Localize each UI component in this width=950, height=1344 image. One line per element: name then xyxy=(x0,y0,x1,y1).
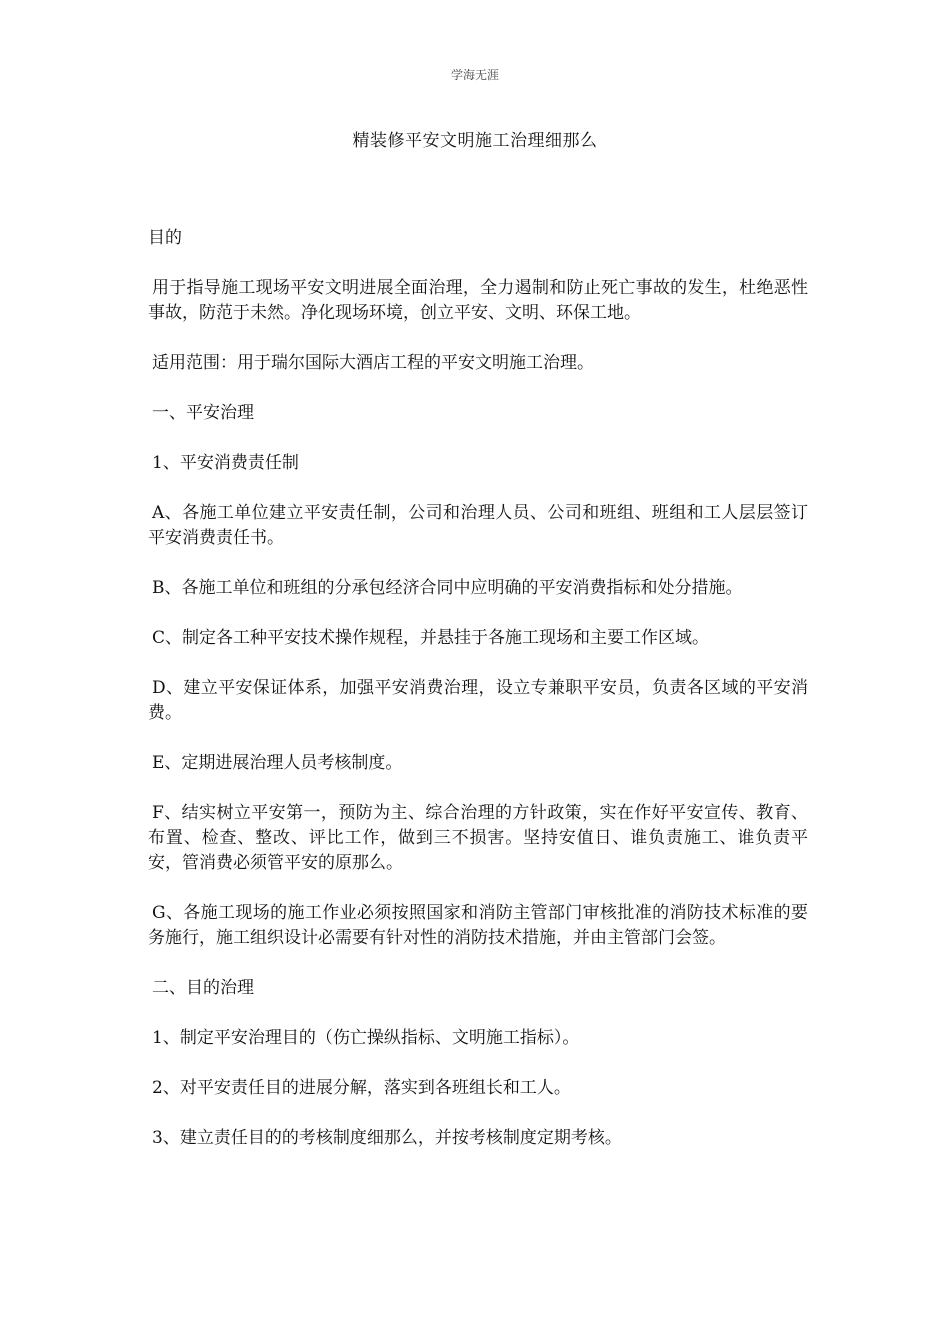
subsection-heading-responsibility: 1、平安消费责任制 xyxy=(152,453,299,473)
paragraph-objective-2: 2、对平安责任目的进展分解，落实到各班组长和工人。 xyxy=(152,1078,571,1098)
page-header: 学海无涯 xyxy=(450,68,499,82)
paragraph-purpose-heading: 目的 xyxy=(148,228,182,248)
paragraph-scope: 适用范围：用于瑞尔国际大酒店工程的平安文明施工治理。 xyxy=(152,353,594,373)
paragraph-item-d: D、建立平安保证体系，加强平安消费治理，设立专兼职平安员，负责各区域的平安消费。 xyxy=(148,678,808,723)
document-title: 精装修平安文明施工治理细那么 xyxy=(352,131,598,151)
paragraph-objective-3: 3、建立责任目的的考核制度细那么，并按考核制度定期考核。 xyxy=(152,1128,622,1148)
section-heading-objectives: 二、目的治理 xyxy=(152,978,254,998)
paragraph-objective-1: 1、制定平安治理目的（伤亡操纵指标、文明施工指标）。 xyxy=(152,1028,580,1048)
document-body xyxy=(148,226,808,1176)
section-heading-safety: 一、平安治理 xyxy=(152,403,254,423)
paragraph-item-g: G、各施工现场的施工作业必须按照国家和消防主管部门审核批准的消防技术标准的要务施行，施工组织设计必需要有针对性的消防技术措施，并由主管部门会签。 xyxy=(148,903,808,948)
paragraph-item-b: B、各施工单位和班组的分承包经济合同中应明确的平安消费指标和处分措施。 xyxy=(152,578,743,598)
paragraph-item-a: A、各施工单位建立平安责任制，公司和治理人员、公司和班组、班组和工人层层签订平安消费责任书。 xyxy=(148,503,808,548)
paragraph-item-f: F、结实树立平安第一，预防为主、综合治理的方针政策，实在作好平安宣传、教育、布置、检查、整改、评比工作，做到三不损害。坚持安值日、谁负责施工、谁负责平安，管消费必须管平安的原那么。 xyxy=(148,803,808,873)
paragraph-item-e: E、定期进展治理人员考核制度。 xyxy=(152,753,403,773)
paragraph-item-c: C、制定各工种平安技术操作规程，并悬挂于各施工现场和主要工作区域。 xyxy=(152,628,710,648)
paragraph-purpose-text: 用于指导施工现场平安文明进展全面治理，全力遏制和防止死亡事故的发生，杜绝恶性事故，防范于未然。净化现场环境，创立平安、文明、环保工地。 xyxy=(148,278,808,323)
